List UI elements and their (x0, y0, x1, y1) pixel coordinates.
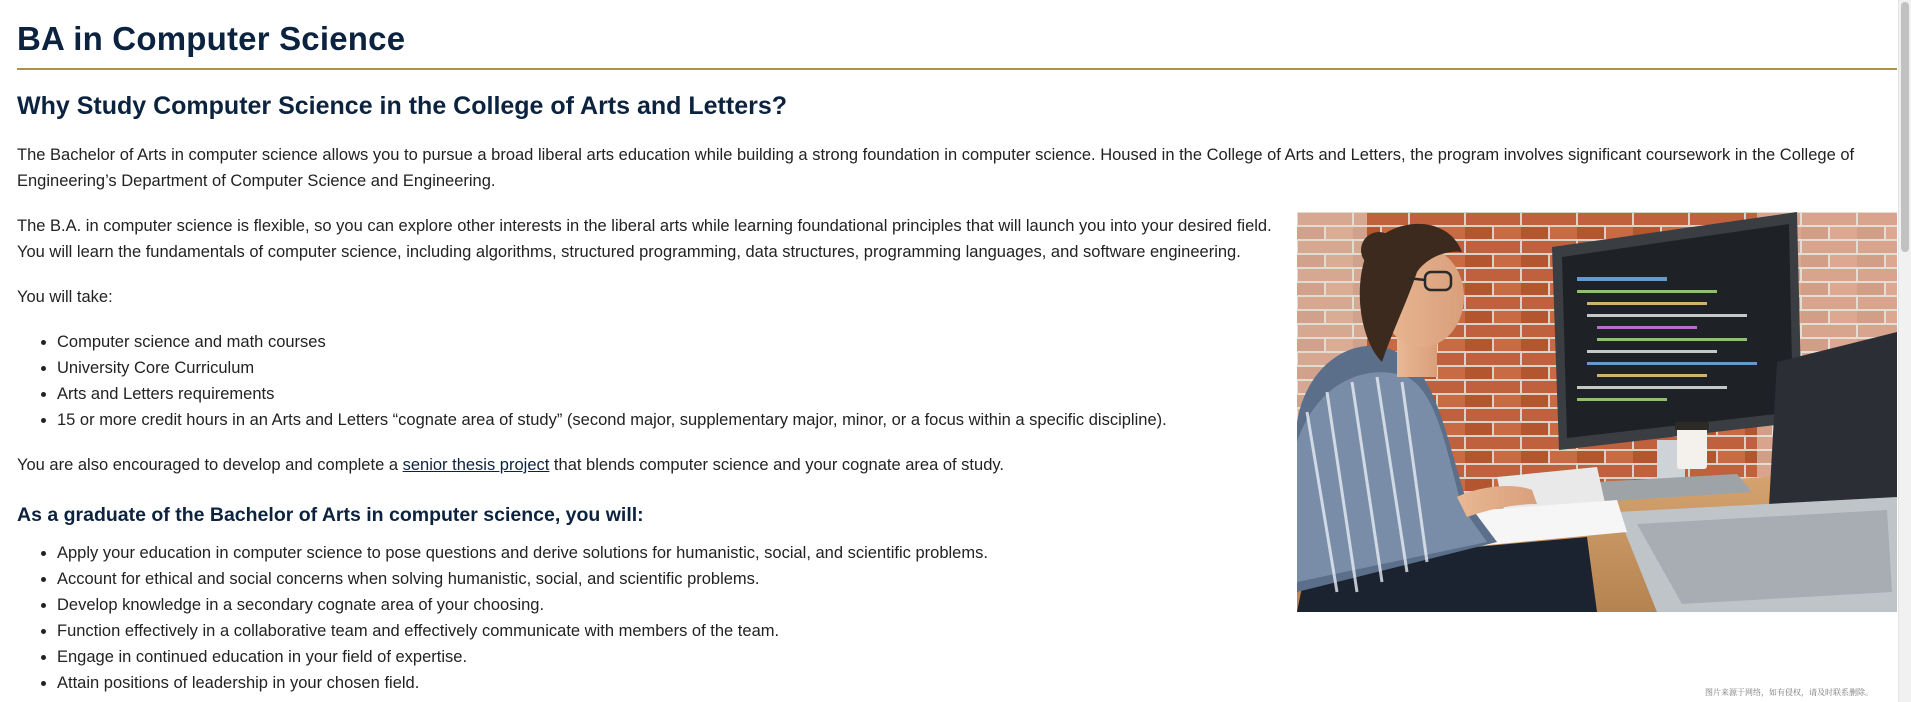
list-item: • Attain positions of leadership in your chosen field. (57, 670, 1292, 696)
list-item: • University Core Curriculum (57, 355, 1292, 381)
programmer-illustration (1297, 212, 1897, 612)
list-item: • Account for ethical and social concerns when solving humanistic, social, and scientific problems. (57, 566, 1292, 592)
page-title: BA in Computer Science (17, 20, 406, 57)
main-column (17, 213, 1292, 696)
course-list (17, 329, 1292, 433)
image-caption: 图片来源于网络，如有侵权，请及时联系删除。 (1705, 688, 1873, 697)
scrollbar-thumb[interactable] (1901, 2, 1909, 252)
you-will-take-label: You will take: (17, 288, 113, 306)
list-item: • 15 or more credit hours in an Arts and Letters “cognate area of study” (second major, supplementary major, minor, or a focus within a specific discipline). (57, 407, 1292, 433)
list-item: • Function effectively in a collaborative team and effectively communicate with members of the team. (57, 618, 1292, 644)
intro-paragraph: The Bachelor of Arts in computer science allows you to pursue a broad liberal arts education while building a strong foundation in computer science. Housed in the College of Arts and Letters, the program involves significant coursework in the College of Engineering’s Department of Computer Science and Engineering. (17, 146, 1855, 190)
list-item: • Engage in continued education in your field of expertise. (57, 644, 1292, 670)
outcome-list (17, 540, 1292, 696)
thesis-text-after: that blends computer science and your cognate area of study. (549, 456, 1004, 474)
list-item: • Arts and Letters requirements (57, 381, 1292, 407)
flexible-paragraph: The B.A. in computer science is flexible, so you can explore other interests in the liberal arts while learning foundational principles that will launch you into your desired field. You will learn the fundamentals of computer science, including algorithms, structured programming, data structures, programming languages, and software engineering. (17, 217, 1272, 261)
list-item: • Computer science and math courses (57, 329, 1292, 355)
list-item: • Apply your education in computer science to pose questions and derive solutions for humanistic, social, and scientific problems. (57, 540, 1292, 566)
thesis-paragraph (17, 452, 1292, 478)
scrollbar[interactable] (1898, 0, 1911, 702)
programmer-at-computer-image (1297, 212, 1897, 612)
graduate-heading: As a graduate of the Bachelor of Arts in computer science, you will: (17, 504, 644, 526)
thesis-text-before: You are also encouraged to develop and complete a (17, 456, 403, 474)
senior-thesis-link[interactable]: senior thesis project (402, 456, 550, 474)
section-heading: Why Study Computer Science in the College of Arts and Letters? (17, 92, 788, 120)
title-divider (17, 68, 1897, 70)
list-item: • Develop knowledge in a secondary cognate area of your choosing. (57, 592, 1292, 618)
